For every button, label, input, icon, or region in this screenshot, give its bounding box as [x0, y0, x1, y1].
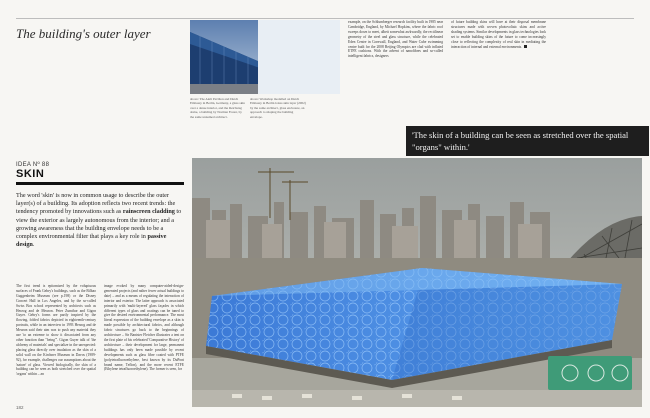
- body-column-4: [451, 20, 546, 49]
- thumbnail-photo-bubble-facade: [258, 20, 340, 94]
- lead-text-3: .: [32, 241, 35, 249]
- body-column-2: image evoked by many computer-aided-design-generated projects (and rather fewer actual buildings to date) – and as a means of regulating the interaction of interior and exterior. The latter approach is associated primarily with 'multi-layered' glass façades in which different types of glass and coatings can be tuned to give the desired environmental performance. The most literal expression of the building envelope as a skin is made possible by architectural fabrics, and although fabric structures go back to the beginnings of architecture – Sir Banister Fletcher illustrates a tent on the first plate of his celebrated 'Comparative History' of architecture – their development for large, permanent buildings has only been made possible by recent developments such as glass fibre coated with PTFE (polytetrafluoroethylene, best known by its DuPont brand name, Teflon), and the more recent ETFE (Ethylene tetrafluoroethylene). The former is seen, for: [104, 284, 184, 372]
- title-rule: [16, 182, 184, 185]
- page-number: 182: [16, 405, 24, 410]
- lead-bold-1: rainscreen cladding: [122, 208, 175, 216]
- top-rule: [16, 18, 634, 19]
- lead-bold-2: passive design: [16, 233, 167, 249]
- lead-text-1: The word 'skin' is now in common usage to describe the outer layer(s) of a building. Its adoption reflects two recent trends: the tendency promoted by innovations such as: [16, 192, 176, 216]
- page-header-title: The building's outer layer: [16, 26, 151, 41]
- body-column-4-text: of future building skins will have at their disposal membrane structures made with woven photovoltaic skins and active shading systems. Similar developments in glass technologies look set to enable building skins of the future to come increasingly close to reflecting the complexity of real skin in mediating the interaction of internal and external environments.: [451, 20, 546, 49]
- photo-caption-right: above: Workshop modelled on Dutch Embassy in Berlin Glass skin layer (2002) by the same architect, glass enclosure, an approach to shaping the building envelope.: [250, 97, 306, 119]
- lead-text-2: to view the exterior as largely autonomous from the interior; and a growing awareness that the building envelope needs to be a complex environmental filter that plays a key role in: [16, 208, 182, 241]
- photo-caption-left: above: The Aleli Pavilion and Dutch Embassy in Berlin, Germany, a glass skin over a dense interior, and the Reichstag dome, a building by Norman Foster, by the same unnamed architect.: [190, 97, 245, 119]
- end-mark-icon: [524, 45, 527, 48]
- idea-number: IDEA Nº 88: [16, 162, 50, 168]
- pull-quote: 'The skin of a building can be seen as stretched over the spatial "organs" within.': [406, 126, 649, 156]
- main-photo-water-cube: [192, 158, 642, 407]
- idea-title: SKIN: [16, 168, 45, 180]
- body-column-3: example, on the Schlumberger research facility built in 1985 near Cambridge, England, by Michael Hopkins, where the fabric roof sweeps down to meet, albeit somewhat awkwardly, the rectilinear geometry of the steel and glass structure, while the celebrated Eden Centre in Cornwall, England, and Water Cube swimming centre built for the 2008 Beijing Olympics are clad with inflated ETFE cushions. With the advent of nanofibres and so-called intelligent fabrics, designers: [348, 20, 443, 59]
- lead-paragraph: [16, 192, 184, 249]
- body-column-1: The first trend is epitomized by the voluptuous surfaces of Frank Gehry's buildings, such as the Bilbao Guggenheim Museum (see p.198) or the Disney Concert Hall in Los Angeles, and by the so-called Swiss Box school represented by architects such as Herzog and de Meuron. Peter Zumthor and Gigon Guyer. Gehry's forms are partly inspired by the flowing, folded fabrics depicted in eighteenth-century portraits, while in an interview in 1993 Herzog and de Meuron said their aim was to push any material they use 'to an extreme to show it dissociated from any other function than "being"'. Gigon Guyer talk of 'the alchemy of materials' and specialize in the unexpected: placing glass directly over insulation as the skin of a solid wall on the Kirchner Museum in Davos (1989-92), for example, challenges our assumptions about the 'nature' of glass. Viewed biologically, the skin of a building can be seen as both stretched over the spatial 'organs' within – an: [16, 284, 96, 377]
